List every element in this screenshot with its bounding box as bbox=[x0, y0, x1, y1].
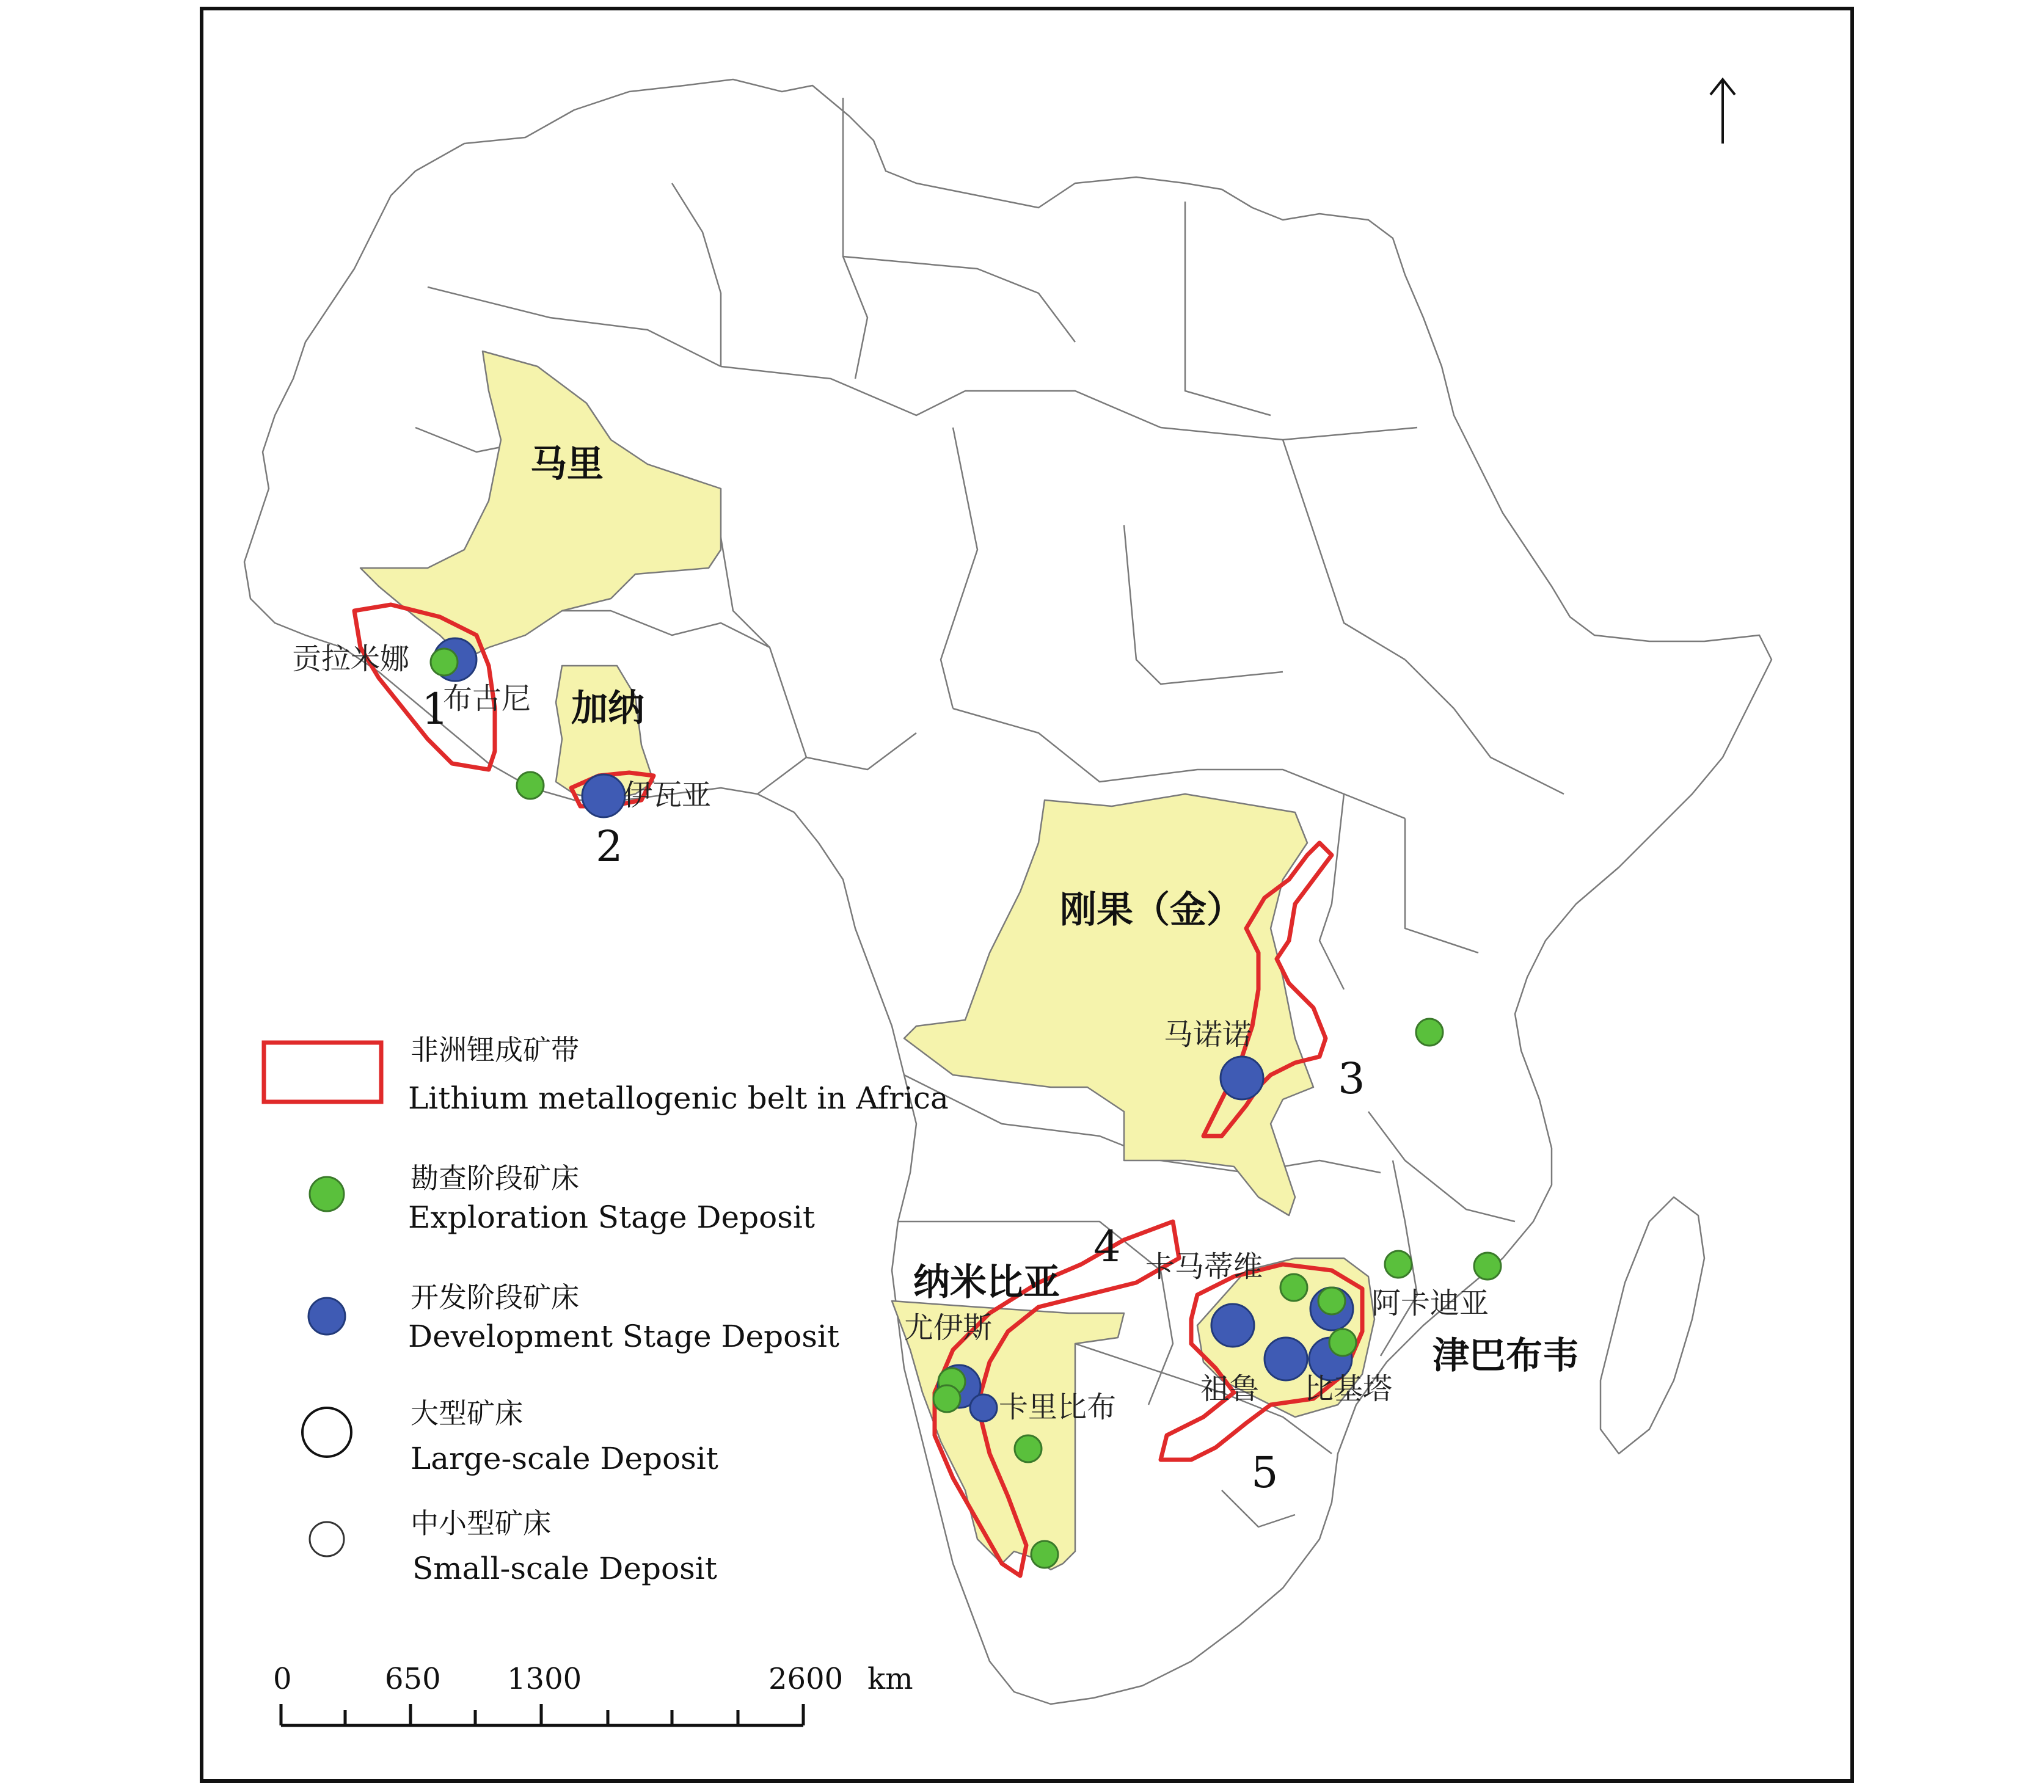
legend-development-icon bbox=[308, 1298, 345, 1335]
label-drc: 刚果（金） bbox=[1060, 889, 1243, 931]
label-mali: 马里 bbox=[530, 443, 604, 486]
deposit-namibia-expl-1[interactable] bbox=[1015, 1435, 1042, 1462]
belt-number-1: 1 bbox=[422, 684, 449, 734]
deposit-goulamina-expl[interactable] bbox=[431, 649, 458, 676]
deposit-arcadia-expl[interactable] bbox=[1318, 1288, 1345, 1314]
label-goulamina: 贡拉米娜 bbox=[292, 642, 410, 676]
belt-number-5: 5 bbox=[1251, 1448, 1279, 1498]
label-ewoyaa: 伊瓦亚 bbox=[623, 778, 712, 812]
label-bikita: 比基塔 bbox=[1304, 1372, 1393, 1406]
deposit-bikita-expl[interactable] bbox=[1329, 1329, 1356, 1356]
deposit-manono-dev[interactable] bbox=[1221, 1057, 1263, 1099]
label-ghana: 加纳 bbox=[571, 687, 644, 730]
deposit-zulu-dev-2[interactable] bbox=[1265, 1338, 1307, 1380]
deposit-ivory-coast-expl[interactable] bbox=[517, 772, 544, 799]
belt-number-3: 3 bbox=[1338, 1054, 1365, 1104]
legend-exploration-icon bbox=[310, 1177, 344, 1211]
legend-small-cn: 中小型矿床 bbox=[411, 1507, 551, 1540]
legend-exploration-en: Exploration Stage Deposit bbox=[408, 1200, 815, 1235]
deposit-namibia-expl-2[interactable] bbox=[1031, 1541, 1058, 1568]
label-karibib: 卡里比布 bbox=[999, 1390, 1117, 1424]
deposit-zulu-dev-1[interactable] bbox=[1211, 1304, 1254, 1347]
label-arcadia: 阿卡迪亚 bbox=[1371, 1286, 1489, 1320]
deposit-tanzania-expl[interactable] bbox=[1416, 1019, 1443, 1046]
deposit-kamativi-expl[interactable] bbox=[1280, 1274, 1307, 1301]
legend-development-cn: 开发阶段矿床 bbox=[411, 1281, 579, 1314]
legend-large-en: Large-scale Deposit bbox=[411, 1441, 718, 1476]
label-zulu: 祖鲁 bbox=[1200, 1372, 1260, 1406]
legend-small-en: Small-scale Deposit bbox=[412, 1551, 717, 1586]
legend-development-en: Development Stage Deposit bbox=[408, 1319, 839, 1354]
deposit-karibib-dev[interactable] bbox=[970, 1394, 997, 1421]
legend-belt-cn: 非洲锂成矿带 bbox=[411, 1033, 579, 1066]
deposit-uis-expl-2[interactable] bbox=[933, 1385, 960, 1412]
scale-tick-650: 650 bbox=[385, 1662, 441, 1696]
label-uis: 尤伊斯 bbox=[904, 1311, 993, 1345]
legend-small-icon bbox=[310, 1522, 344, 1556]
label-namibia: 纳米比亚 bbox=[913, 1261, 1060, 1304]
deposit-mozambique-expl-2[interactable] bbox=[1474, 1253, 1501, 1280]
legend-large-icon bbox=[302, 1408, 351, 1457]
belt-number-4: 4 bbox=[1093, 1222, 1121, 1272]
label-bougouni: 布古尼 bbox=[443, 682, 531, 716]
legend-belt-en: Lithium metallogenic belt in Africa bbox=[408, 1080, 949, 1116]
label-kamativi: 卡马蒂维 bbox=[1145, 1250, 1263, 1284]
scale-tick-0: 0 bbox=[273, 1662, 292, 1696]
legend-exploration-cn: 勘查阶段矿床 bbox=[411, 1162, 579, 1195]
deposit-ewoyaa-dev[interactable] bbox=[582, 774, 625, 817]
scale-unit: km bbox=[867, 1662, 913, 1696]
label-manono: 马诺诺 bbox=[1164, 1018, 1252, 1052]
belt-number-2: 2 bbox=[596, 821, 623, 872]
label-zimbabwe: 津巴布韦 bbox=[1433, 1335, 1579, 1377]
legend-large-cn: 大型矿床 bbox=[411, 1397, 523, 1430]
deposit-mozambique-expl-1[interactable] bbox=[1385, 1251, 1412, 1278]
scale-tick-1300: 1300 bbox=[507, 1662, 582, 1696]
scale-tick-2600: 2600 bbox=[768, 1662, 844, 1696]
